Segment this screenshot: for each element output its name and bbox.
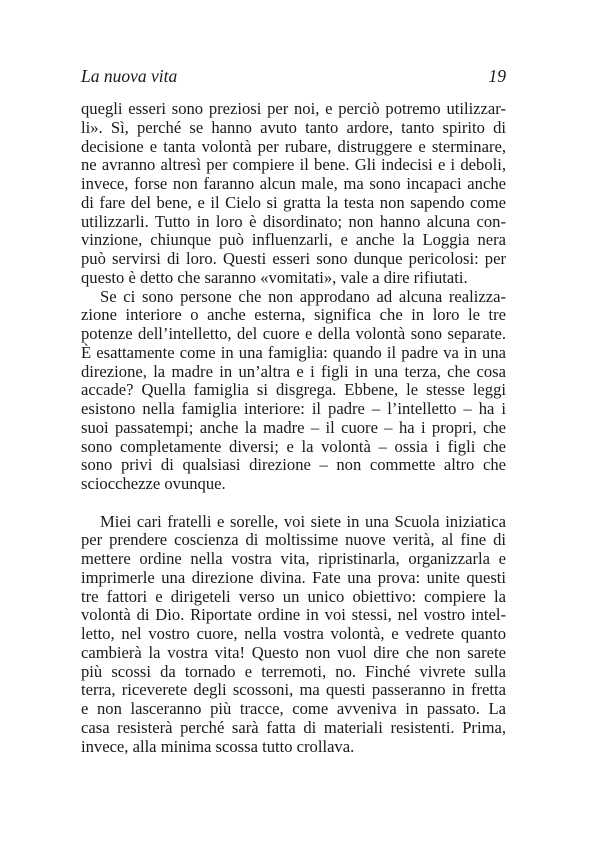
text-line: quegli esseri sono preziosi per noi, e perciò potremo utilizzar- <box>81 99 506 118</box>
text-line: li». Sì, perché se hanno avuto tanto ardore, tanto spirito di <box>81 117 506 137</box>
text-line: ne avranno altresì per compiere il bene. Gli indecisi e i deboli, <box>81 155 506 175</box>
text-line: più scossi da tornado e terremoti, no. Finché vivrete sulla <box>81 661 506 681</box>
paragraph-1 <box>81 100 506 288</box>
text-line: Miei cari fratelli e sorelle, voi siete in una Scuola iniziatica <box>100 511 506 531</box>
text-line: suoi passatempi; anche la madre – il cuore – ha i propri, che <box>81 417 506 437</box>
text-line: vinzione, chiunque può influenzarli, e anche la Loggia nera <box>81 230 506 250</box>
text-line: invece, alla minima scossa tutto crollava. <box>81 736 355 756</box>
book-page <box>81 66 506 756</box>
text-line: cambierà la vostra vita! Questo non vuol dire che non sarete <box>81 642 506 662</box>
text-line: direzione, la madre in un’altra e i figli in una terza, che cosa <box>81 361 506 381</box>
text-line: utilizzarli. Tutto in loro è disordinato; non hanno alcuna con- <box>81 211 506 231</box>
running-head <box>81 66 506 90</box>
text-line: per prendere coscienza di moltissime nuove verità, al fine di <box>81 530 506 550</box>
page-number: 19 <box>488 66 506 86</box>
text-line: Se ci sono persone che non approdano ad alcuna realizza- <box>100 286 506 306</box>
text-line: mettere ordine nella vostra vita, ripristinarla, organizzarla e <box>81 549 506 568</box>
body-text <box>81 100 506 756</box>
text-line: imprimerle una direzione divina. Fate una prova: unite questi <box>81 567 506 587</box>
paragraph-3 <box>81 513 506 757</box>
text-line: letto, nel vostro cuore, nella vostra volontà, e vedrete quanto <box>81 624 506 643</box>
text-line: può servirsi di loro. Questi esseri sono dunque pericolosi: per <box>81 249 506 268</box>
text-line: questo è detto che saranno «vomitati», vale a dire rifiutati. <box>81 267 468 287</box>
running-title: La nuova vita <box>81 66 178 86</box>
text-line: terra, riceverete degli scossoni, ma questi passeranno in fretta <box>81 680 506 700</box>
text-line: zione interiore o anche esterna, significa che in loro le tre <box>81 305 506 325</box>
text-line: volontà di Dio. Riportate ordine in voi stessi, nel vostro intel- <box>81 605 506 625</box>
text-line: casa resisterà perché sarà fatta di materiali resistenti. Prima, <box>81 717 506 737</box>
text-line: sono completamente diversi; e la volontà – ossia i figli che <box>81 436 506 456</box>
text-line: tre fattori e dirigeteli verso un unico obiettivo: compiere la <box>81 586 506 606</box>
text-line: esistono nella famiglia interiore: il padre – l’intelletto – ha i <box>81 399 506 418</box>
text-line: È esattamente come in una famiglia: quando il padre va in una <box>81 342 506 362</box>
text-line: sciocchezze ovunque. <box>81 474 226 493</box>
text-line: di fare del bene, e il Cielo si gratta la testa non sapendo come <box>81 192 506 212</box>
text-line: invece, forse non faranno alcun male, ma sono incapaci anche <box>81 174 506 193</box>
text-line: sono privi di qualsiasi direzione – non commette altro che <box>81 455 506 475</box>
text-line: potenze dell’intelletto, del cuore e della volontà sono separate. <box>81 324 506 343</box>
paragraph-2 <box>81 288 506 494</box>
text-line: accade? Quella famiglia si disgrega. Ebbene, le stesse leggi <box>81 380 506 400</box>
text-line: e non lasceranno più tracce, come avveniva in passato. La <box>81 699 506 718</box>
text-line: decisione e tanta volontà per rubare, distruggere e sterminare, <box>81 136 506 156</box>
paragraph-gap <box>81 494 506 513</box>
